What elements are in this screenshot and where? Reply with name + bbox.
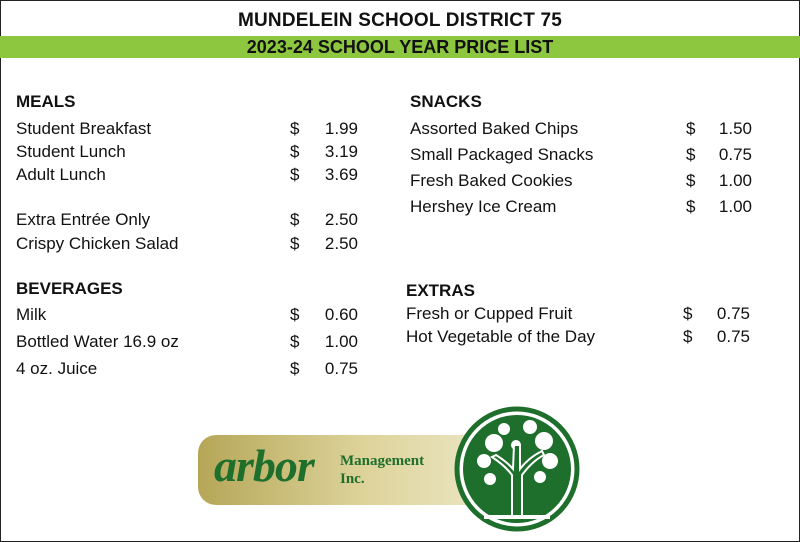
currency-symbol: $ [686,197,696,216]
item-price: 1.50 [718,119,752,138]
currency-symbol: $ [290,142,300,161]
currency-symbol: $ [290,359,300,378]
page-title: MUNDELEIN SCHOOL DISTRICT 75 [237,10,563,31]
item-label: Bottled Water 16.9 oz [16,332,179,351]
logo-line-1: Management [340,453,425,469]
item-price: 1.00 [324,332,358,351]
item-price: 0.75 [716,327,750,346]
item-label: 4 oz. Juice [16,359,98,378]
logo-wordmark: arbor [214,440,314,491]
logo-line-2: Inc. [340,471,365,487]
arbor-management-logo [198,405,598,533]
currency-symbol: $ [290,165,300,184]
item-label: Student Breakfast [16,119,152,138]
currency-symbol: $ [290,234,300,253]
item-price: 1.00 [718,197,752,216]
currency-symbol: $ [290,332,300,351]
item-label: Small Packaged Snacks [410,145,594,164]
item-label: Adult Lunch [16,165,106,184]
item-label: Milk [16,305,47,324]
page-subtitle: 2023-24 SCHOOL YEAR PRICE LIST [0,36,800,58]
currency-symbol: $ [290,210,300,229]
item-price: 0.75 [324,359,358,378]
extras-heading: EXTRAS [406,281,475,300]
item-price: 1.00 [718,171,752,190]
item-price: 2.50 [324,234,358,253]
currency-symbol: $ [686,171,696,190]
item-label: Fresh Baked Cookies [410,171,573,190]
item-price: 3.69 [324,165,358,184]
meals-heading: MEALS [16,92,76,111]
item-label: Hershey Ice Cream [410,197,557,216]
currency-symbol: $ [686,119,696,138]
item-price: 3.19 [324,142,358,161]
item-price: 0.60 [324,305,358,324]
item-label: Extra Entrée Only [16,210,151,229]
currency-symbol: $ [290,305,300,324]
currency-symbol: $ [683,327,693,346]
item-label: Hot Vegetable of the Day [406,327,596,346]
currency-symbol: $ [686,145,696,164]
item-label: Fresh or Cupped Fruit [406,304,573,323]
item-label: Crispy Chicken Salad [16,234,179,253]
item-price: 0.75 [718,145,752,164]
item-label: Assorted Baked Chips [410,119,579,138]
item-price: 1.99 [324,119,358,138]
item-price: 0.75 [716,304,750,323]
tree-icon [454,405,580,533]
currency-symbol: $ [290,119,300,138]
currency-symbol: $ [683,304,693,323]
snacks-heading: SNACKS [410,92,482,111]
beverages-heading: BEVERAGES [16,279,123,298]
item-price: 2.50 [324,210,358,229]
item-label: Student Lunch [16,142,126,161]
